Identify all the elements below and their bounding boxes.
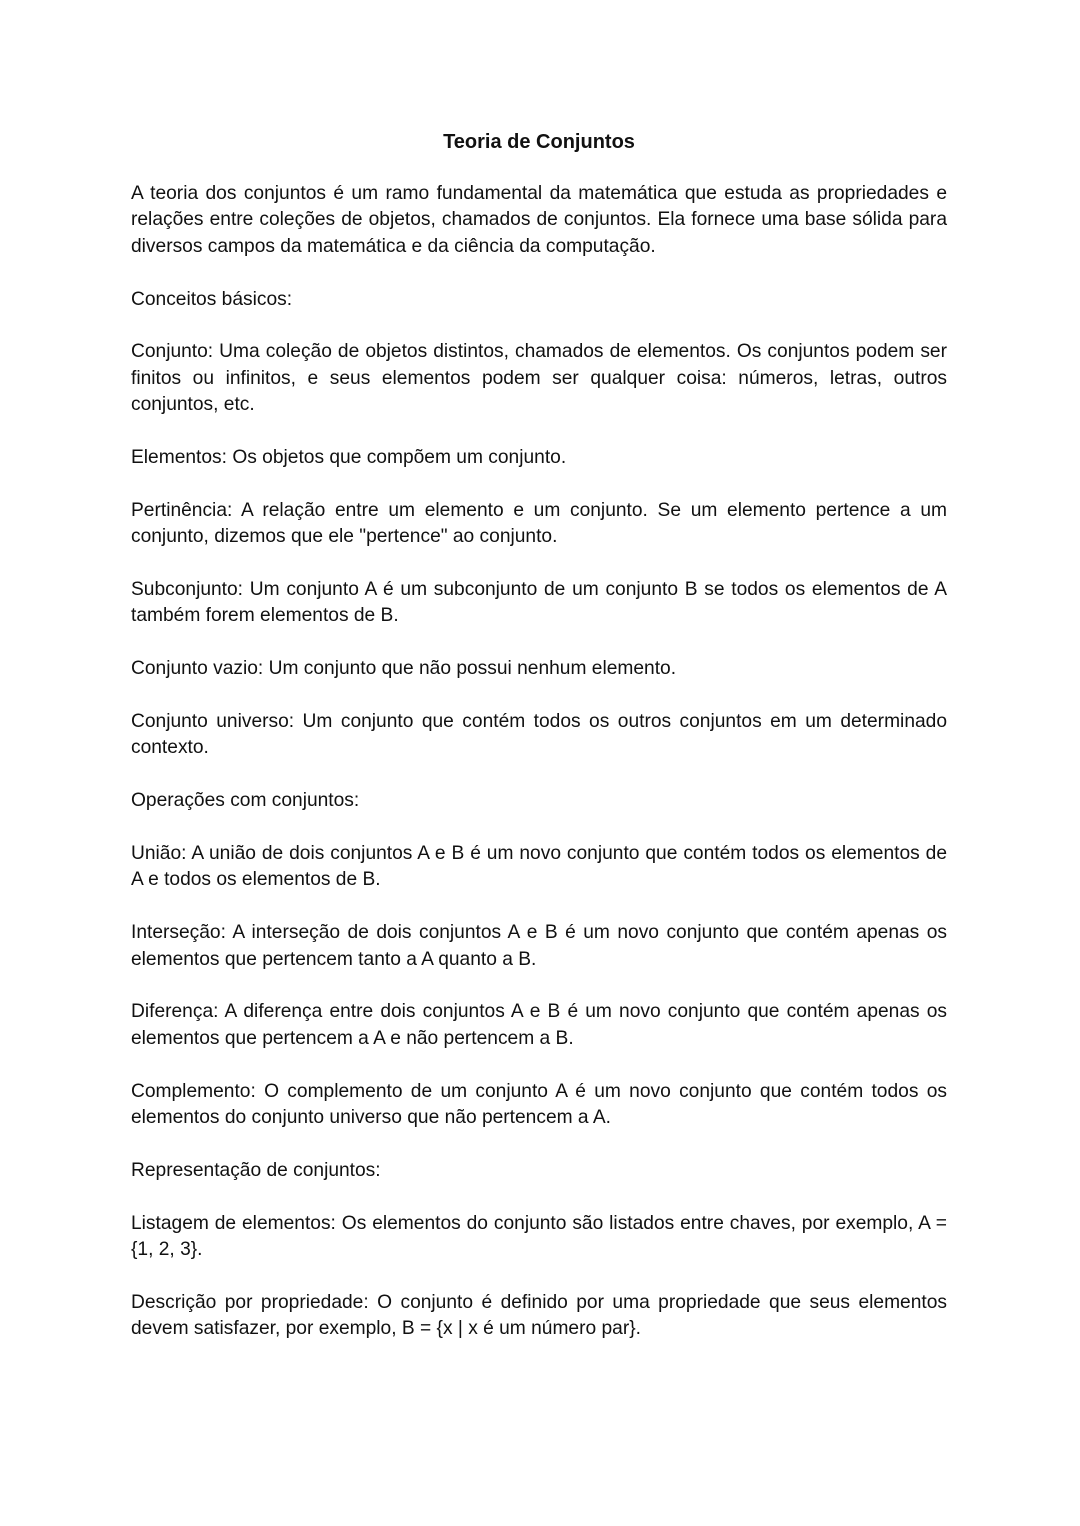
paragraph-conjunto-universo: Conjunto universo: Um conjunto que contém todos os outros conjuntos em um determinado contexto. bbox=[131, 711, 947, 759]
paragraph-complemento: Complemento: O complemento de um conjunto A é um novo conjunto que contém todos os elementos do conjunto universo que não pertencem a A. bbox=[131, 1080, 947, 1129]
document-title: Teoria de Conjuntos bbox=[443, 131, 635, 153]
paragraph-conjunto-vazio: Conjunto vazio: Um conjunto que não possui nenhum elemento. bbox=[131, 658, 677, 680]
paragraph-descricao: Descrição por propriedade: O conjunto é definido por uma propriedade que seus elementos devem satisfazer, por exemplo, B = {x | x é um número par}. bbox=[131, 1291, 947, 1340]
paragraph-elementos: Elementos: Os objetos que compõem um conjunto. bbox=[131, 447, 567, 469]
paragraph-conjunto: Conjunto: Uma coleção de objetos distintos, chamados de elementos. Os conjuntos podem ser finitos ou infinitos, e seus elementos podem ser qualquer coisa: números, letras, outros conjuntos, etc. bbox=[131, 341, 947, 416]
paragraph-pertinencia: Pertinência: A relação entre um elemento e um conjunto. Se um elemento pertence a um conjunto, dizemos que ele "pertence" ao conjunto. bbox=[131, 499, 947, 548]
intro-paragraph: A teoria dos conjuntos é um ramo fundamental da matemática que estuda as propriedades e relações entre coleções de objetos, chamados de conjuntos. Ela fornece uma base sólida para diversos campos da matemática e da ciência da computação. bbox=[131, 183, 947, 257]
paragraph-subconjunto: Subconjunto: Um conjunto A é um subconjunto de um conjunto B se todos os elementos de A também forem elementos de B. bbox=[131, 579, 947, 627]
paragraph-uniao: União: A união de dois conjuntos A e B é um novo conjunto que contém todos os elementos de A e todos os elementos de B. bbox=[131, 843, 947, 891]
section-heading-operacoes: Operações com conjuntos: bbox=[131, 790, 360, 812]
paragraph-diferenca: Diferença: A diferença entre dois conjuntos A e B é um novo conjunto que contém apenas os elementos que pertencem a A e não pertencem a B. bbox=[131, 1001, 947, 1049]
section-heading-conceitos: Conceitos básicos: bbox=[131, 288, 293, 310]
section-heading-representacao: Representação de conjuntos: bbox=[131, 1159, 381, 1181]
paragraph-listagem: Listagem de elementos: Os elementos do conjunto são listados entre chaves, por exemplo, A = {1, 2, 3}. bbox=[131, 1212, 947, 1261]
document-page bbox=[131, 128, 947, 1369]
paragraph-intersecao: Interseção: A interseção de dois conjuntos A e B é um novo conjunto que contém apenas os elementos que pertencem tanto a A quanto a B. bbox=[131, 922, 947, 970]
